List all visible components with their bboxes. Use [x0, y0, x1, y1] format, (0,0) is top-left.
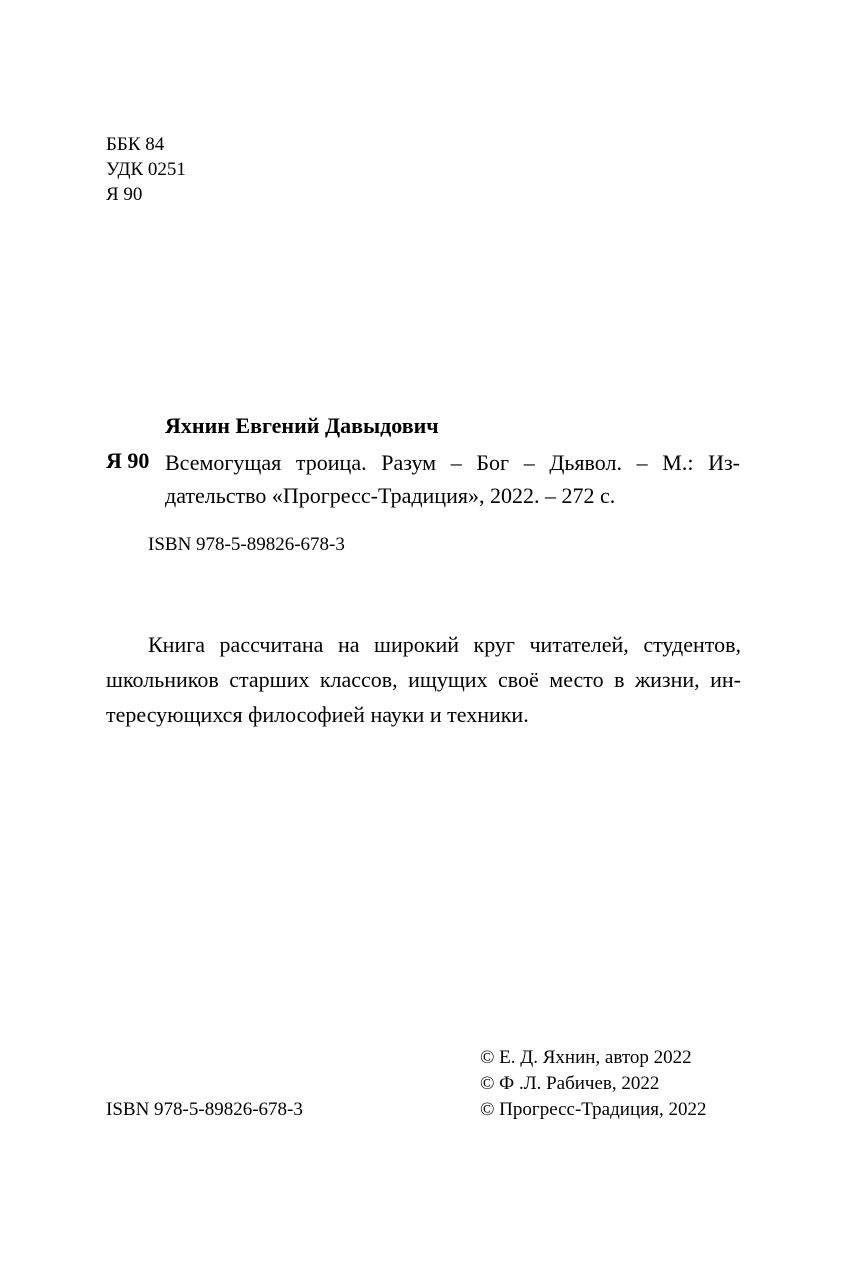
isbn-footer: ISBN 978-5-89826-678-3: [106, 1099, 303, 1120]
bbk-index: ББК 84: [106, 134, 165, 155]
annotation-line-1: Книга рассчитана на широкий круг читателей, студентов,: [148, 632, 741, 657]
copyright-illustrator: © Ф .Л. Рабичев, 2022: [480, 1073, 660, 1094]
copyright-publisher: © Прогресс-Традиция, 2022: [480, 1099, 707, 1120]
author-sign: Я 90: [106, 184, 143, 205]
copyright-author: © Е. Д. Яхнин, автор 2022: [480, 1047, 692, 1068]
udk-index: УДК 0251: [106, 159, 186, 180]
classification-block: [106, 132, 186, 207]
annotation-line-3: тересующихся философией науки и техники.: [106, 702, 529, 727]
bibliographic-line-1: Всемогущая троица. Разум – Бог – Дьявол. – М.: Из-: [165, 450, 740, 475]
bibliographic-description: [165, 446, 740, 512]
isbn-record: ISBN 978-5-89826-678-3: [148, 534, 345, 555]
author-name: Яхнин Евгений Давыдович: [165, 413, 439, 438]
annotation-line-2: школьников старших классов, ищущих своё место в жизни, ин-: [106, 667, 741, 692]
annotation: [106, 627, 741, 732]
bibliographic-line-2: дательство «Прогресс-Традиция», 2022. – 272 с.: [165, 483, 616, 508]
author-sign-code: Я 90: [106, 448, 150, 473]
copyright-block: [480, 1045, 707, 1123]
